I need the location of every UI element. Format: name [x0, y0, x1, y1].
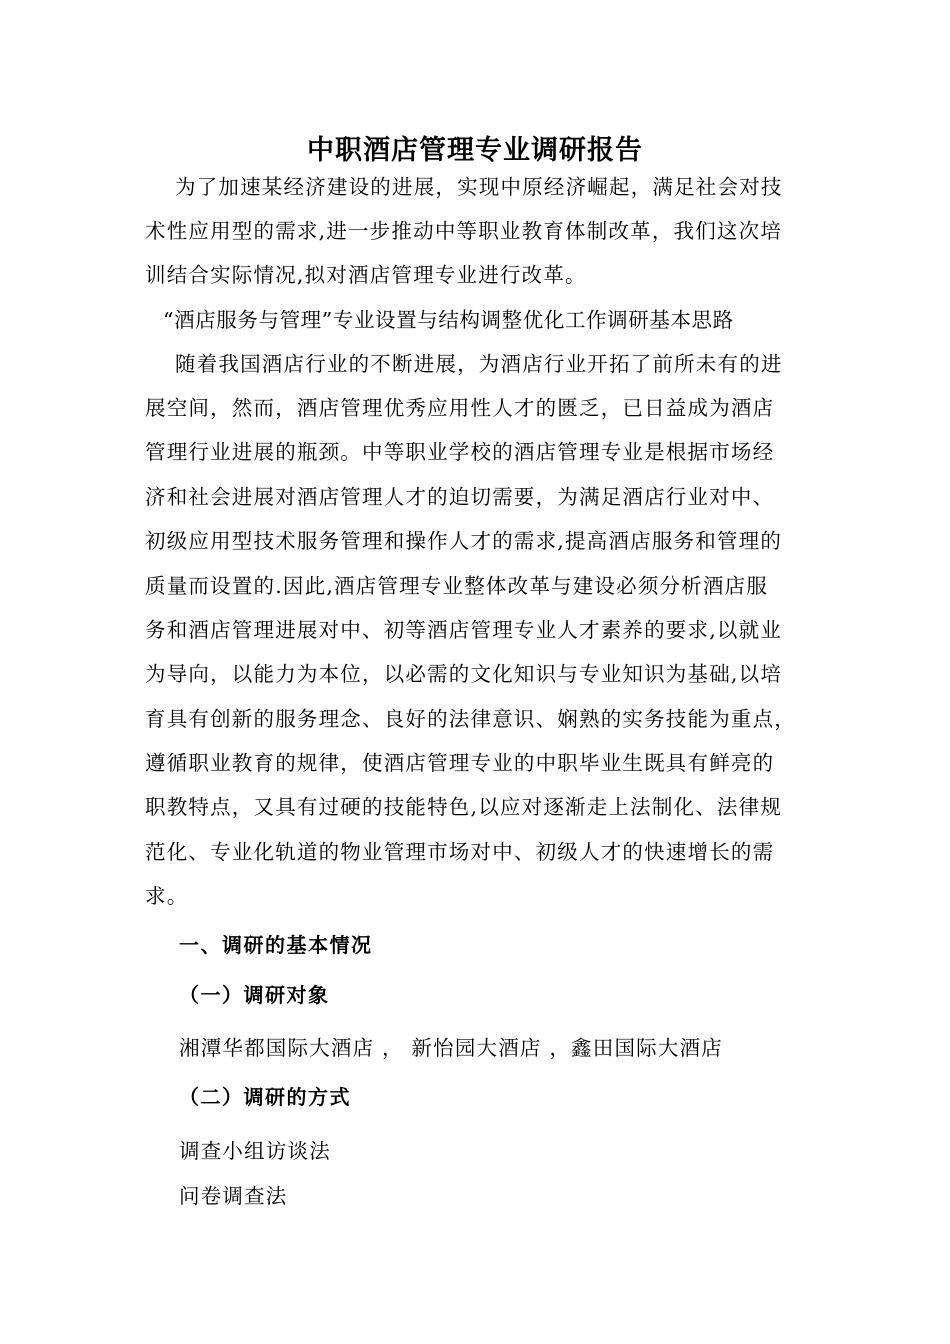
document-title: 中职酒店管理专业调研报告: [307, 135, 643, 166]
section-heading-1: 一、调研的基本情况: [179, 933, 373, 957]
body-line-11: 职教特点，又具有过硬的技能特色,以应对逐渐走上法制化、法律规: [145, 795, 783, 819]
body-line-3: 管理行业进展的瓶颈。中等职业学校的酒店管理专业是根据市场经: [145, 440, 775, 464]
body-line-5: 初级应用型技术服务管理和操作人才的需求,提高酒店服务和管理的: [145, 529, 783, 553]
body-line-7: 务和酒店管理进展对中、初等酒店管理专业人才素养的要求,以就业: [145, 618, 783, 642]
survey-targets: 湘潭华都国际大酒店 ， 新怡园大酒店 ，鑫田国际大酒店: [179, 1036, 723, 1060]
body-line-4: 济和社会进展对酒店管理人才的迫切需要，为满足酒店行业对中、: [145, 485, 775, 509]
body-line-9: 育具有创新的服务理念、良好的法律意识、娴熟的实务技能为重点，: [145, 707, 796, 731]
body-line-10: 遵循职业教育的规律，使酒店管理专业的中职毕业生既具有鲜亮的: [145, 751, 775, 775]
intro-line-1: 为了加速某经济建设的进展，实现中原经济崛起，满足社会对技: [175, 175, 783, 199]
body-line-8: 为导向，以能力为本位，以必需的文化知识与专业知识为基础,以培: [145, 662, 783, 686]
body-line-12: 范化、专业化轨道的物业管理市场对中、初级人才的快速增长的需: [145, 840, 775, 864]
method-item-2: 问卷调查法: [179, 1184, 288, 1208]
intro-line-3: 训结合实际情况,拟对酒店管理专业进行改革。: [145, 263, 587, 287]
body-line-6: 质量而设置的.因此,酒店管理专业整体改革与建设必须分析酒店服: [145, 574, 769, 598]
subsection-heading-2: （二）调研的方式: [179, 1085, 351, 1109]
subsection-heading-1: （一）调研对象: [179, 983, 330, 1007]
section-subtitle: “酒店服务与管理”专业设置与结构调整优化工作调研基本思路: [163, 308, 734, 332]
method-item-1: 调查小组访谈法: [179, 1139, 331, 1163]
body-line-13: 求。: [145, 884, 189, 908]
body-line-2: 展空间，然而，酒店管理优秀应用性人才的匮乏，已日益成为酒店: [145, 396, 775, 420]
intro-line-2: 术性应用型的需求,进一步推动中等职业教育体制改革，我们这次培: [145, 219, 783, 243]
body-line-1: 随着我国酒店行业的不断进展，为酒店行业开拓了前所未有的进: [175, 352, 783, 376]
